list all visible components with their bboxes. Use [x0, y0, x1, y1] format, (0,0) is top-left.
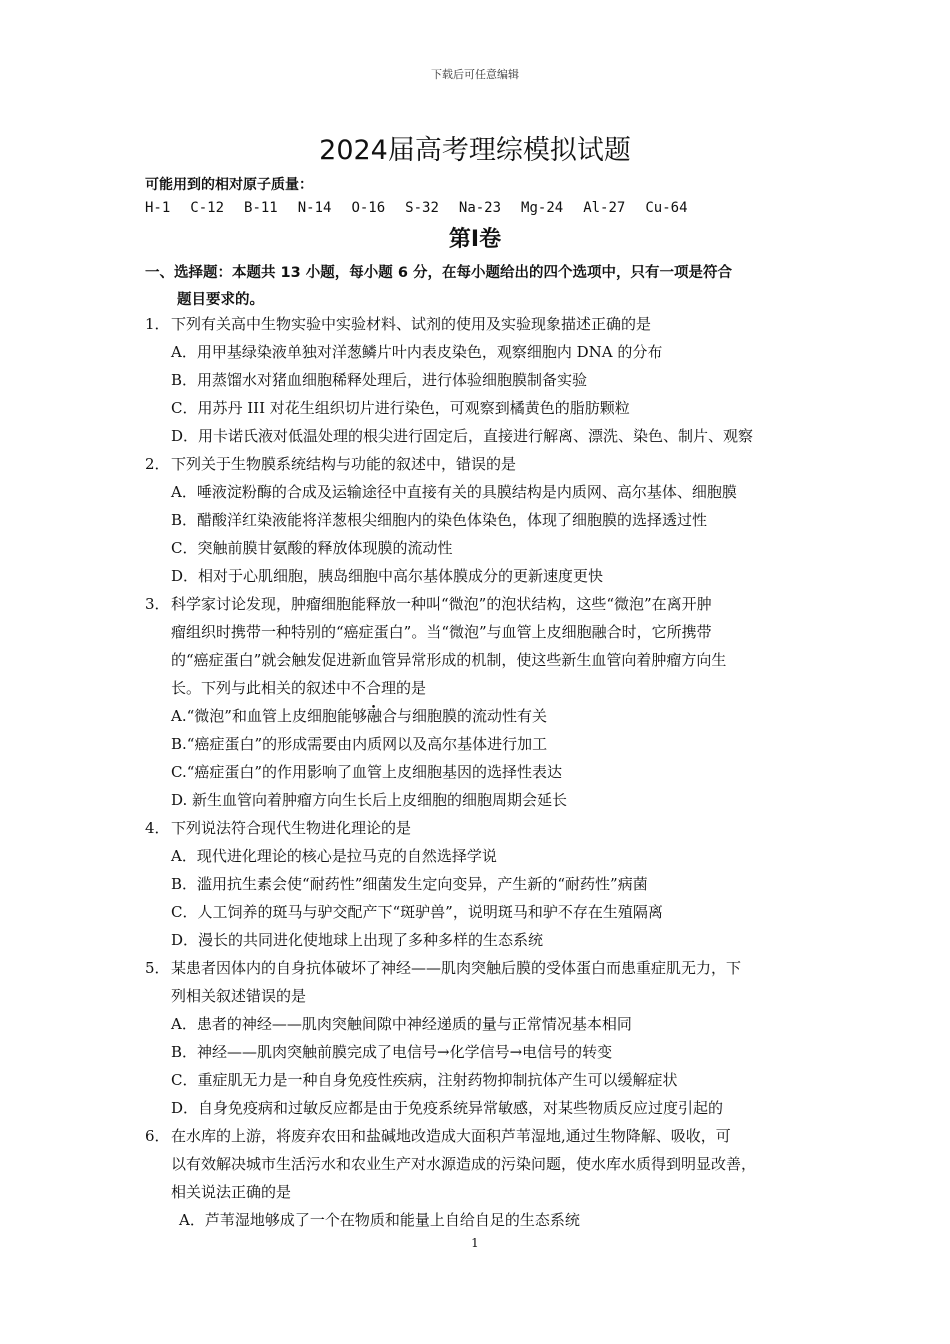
- option: B．神经——肌肉突触前膜完成了电信号→化学信号→电信号的转变: [171, 1043, 613, 1061]
- header-note: 下载后可任意编辑: [431, 68, 519, 81]
- option: C．重症肌无力是一种自身免疫性疾病，注射药物抑制抗体产生可以缓解症状: [171, 1071, 678, 1089]
- question-text-cont: 的“癌症蛋白”就会触发促进新血管异常形成的机制，使这些新生血管向着肿瘤方向生: [171, 651, 727, 669]
- atomic-mass-item: S-32: [405, 200, 439, 216]
- option: A．现代进化理论的核心是拉马克的自然选择学说: [171, 847, 497, 865]
- page-title: 2024届高考理综模拟试题: [319, 135, 631, 166]
- question-stem: [145, 1122, 825, 1150]
- option: B．滥用抗生素会使“耐药性”细菌发生定向变异，产生新的“耐药性”病菌: [171, 875, 648, 893]
- atomic-mass-item: H-1: [145, 200, 171, 216]
- question-stem: [145, 590, 825, 618]
- question-list: [145, 310, 825, 1234]
- question-number: 4．: [145, 819, 170, 837]
- emphasis-dotted-text: 不合理: [351, 679, 397, 697]
- section-line: 题目要求的。: [177, 292, 264, 308]
- option: D. 新生血管向着肿瘤方向生长后上皮细胞的细胞周期会延长: [171, 791, 568, 809]
- option: D．漫长的共同进化使地球上出现了多种多样的生态系统: [171, 931, 544, 949]
- question-text-suffix: 的是: [396, 679, 427, 697]
- option: C．人工饲养的斑马与驴交配产下“斑驴兽”，说明斑马和驴不存在生殖隔离: [171, 903, 663, 921]
- question-number: 3．: [145, 595, 170, 613]
- question-number: 2．: [145, 455, 170, 473]
- question-text-cont: 相关说法正确的是: [171, 1183, 292, 1201]
- atomic-mass-item: Mg-24: [521, 200, 564, 216]
- option: C.“癌症蛋白”的作用影响了血管上皮细胞基因的选择性表达: [171, 763, 563, 781]
- atomic-mass-item: O-16: [351, 200, 386, 216]
- option: C．突触前膜甘氨酸的释放体现膜的流动性: [171, 539, 453, 557]
- option: D．自身免疫病和过敏反应都是由于免疫系统异常敏感，对某些物质反应过度引起的: [171, 1099, 724, 1117]
- atomic-mass-item: B-11: [244, 200, 278, 216]
- option: A．芦苇湿地够成了一个在物质和能量上自给自足的生态系统: [179, 1211, 580, 1229]
- option: A．唾液淀粉酶的合成及运输途径中直接有关的具膜结构是内质网、高尔基体、细胞膜: [171, 483, 737, 501]
- section-line: 一、选择题：本题共 13 小题，每小题 6 分，在每小题给出的四个选项中，只有一项是符合: [145, 265, 732, 281]
- question-stem: [145, 310, 825, 338]
- atomic-mass-label: 可能用到的相对原子质量：: [145, 177, 313, 193]
- atomic-mass-list: [145, 200, 708, 216]
- option: A.“微泡”和血管上皮细胞能够融合与细胞膜的流动性有关: [171, 707, 547, 725]
- question-text: 下列说法符合现代生物进化理论的是: [171, 819, 412, 837]
- option: B．醋酸洋红染液能将洋葱根尖细胞内的染色体染色，体现了细胞膜的选择透过性: [171, 511, 708, 529]
- question-text: 在水库的上游，将废弃农田和盐碱地改造成大面积芦苇湿地,通过生物降解、吸收，可: [171, 1127, 731, 1145]
- atomic-mass-item: N-14: [297, 200, 332, 216]
- section-instructions: [145, 260, 825, 314]
- question-text-cont: [145, 674, 825, 702]
- question-stem: [145, 954, 825, 982]
- question-number: 1．: [145, 315, 170, 333]
- option: A．患者的神经——肌肉突触间隙中神经递质的量与正常情况基本相同: [171, 1015, 632, 1033]
- question-number: 6．: [145, 1127, 170, 1145]
- question-text-cont: 以有效解决城市生活污水和农业生产对水源造成的污染问题，使水库水质得到明显改善，: [171, 1155, 757, 1173]
- page-number: 1: [471, 1236, 479, 1250]
- atomic-mass-item: Na-23: [458, 200, 502, 216]
- option: D．用卡诺氏液对低温处理的根尖进行固定后，直接进行解离、漂洗、染色、制片、观察: [171, 427, 754, 445]
- question-stem: [145, 814, 825, 842]
- volume-title: 第Ⅰ卷: [448, 227, 502, 252]
- question-text-prefix: 长。下列与此相关的叙述中: [171, 679, 352, 697]
- question-text: 科学家讨论发现，肿瘤细胞能释放一种叫“微泡”的泡状结构，这些“微泡”在离开肿: [171, 595, 712, 613]
- question-text: 下列关于生物膜系统结构与功能的叙述中，错误的是: [171, 455, 517, 473]
- question-text: 下列有关高中生物实验中实验材料、试剂的使用及实验现象描述正确的是: [171, 315, 652, 333]
- question-text-cont: 瘤组织时携带一种特别的“癌症蛋白”。当“微泡”与血管上皮细胞融合时，它所携带: [171, 623, 712, 641]
- option: B．用蒸馏水对猪血细胞稀释处理后，进行体验细胞膜制备实验: [171, 371, 588, 389]
- atomic-mass-item: Al-27: [583, 200, 626, 216]
- atomic-mass-item: C-12: [190, 200, 225, 216]
- option: D．相对于心肌细胞，胰岛细胞中高尔基体膜成分的更新速度更快: [171, 567, 604, 585]
- atomic-mass-item: Cu-64: [645, 200, 688, 216]
- question-stem: [145, 450, 825, 478]
- option: B.“癌症蛋白”的形成需要由内质网以及高尔基体进行加工: [171, 735, 548, 753]
- question-text: 某患者因体内的自身抗体破坏了神经——肌肉突触后膜的受体蛋白而患重症肌无力，下: [171, 959, 742, 977]
- option: C．用苏丹 III 对花生组织切片进行染色，可观察到橘黄色的脂肪颗粒: [171, 399, 630, 417]
- question-number: 5．: [145, 959, 170, 977]
- option: A．用甲基绿染液单独对洋葱鳞片叶内表皮染色，观察细胞内 DNA 的分布: [171, 343, 663, 361]
- question-text-cont: 列相关叙述错误的是: [171, 987, 307, 1005]
